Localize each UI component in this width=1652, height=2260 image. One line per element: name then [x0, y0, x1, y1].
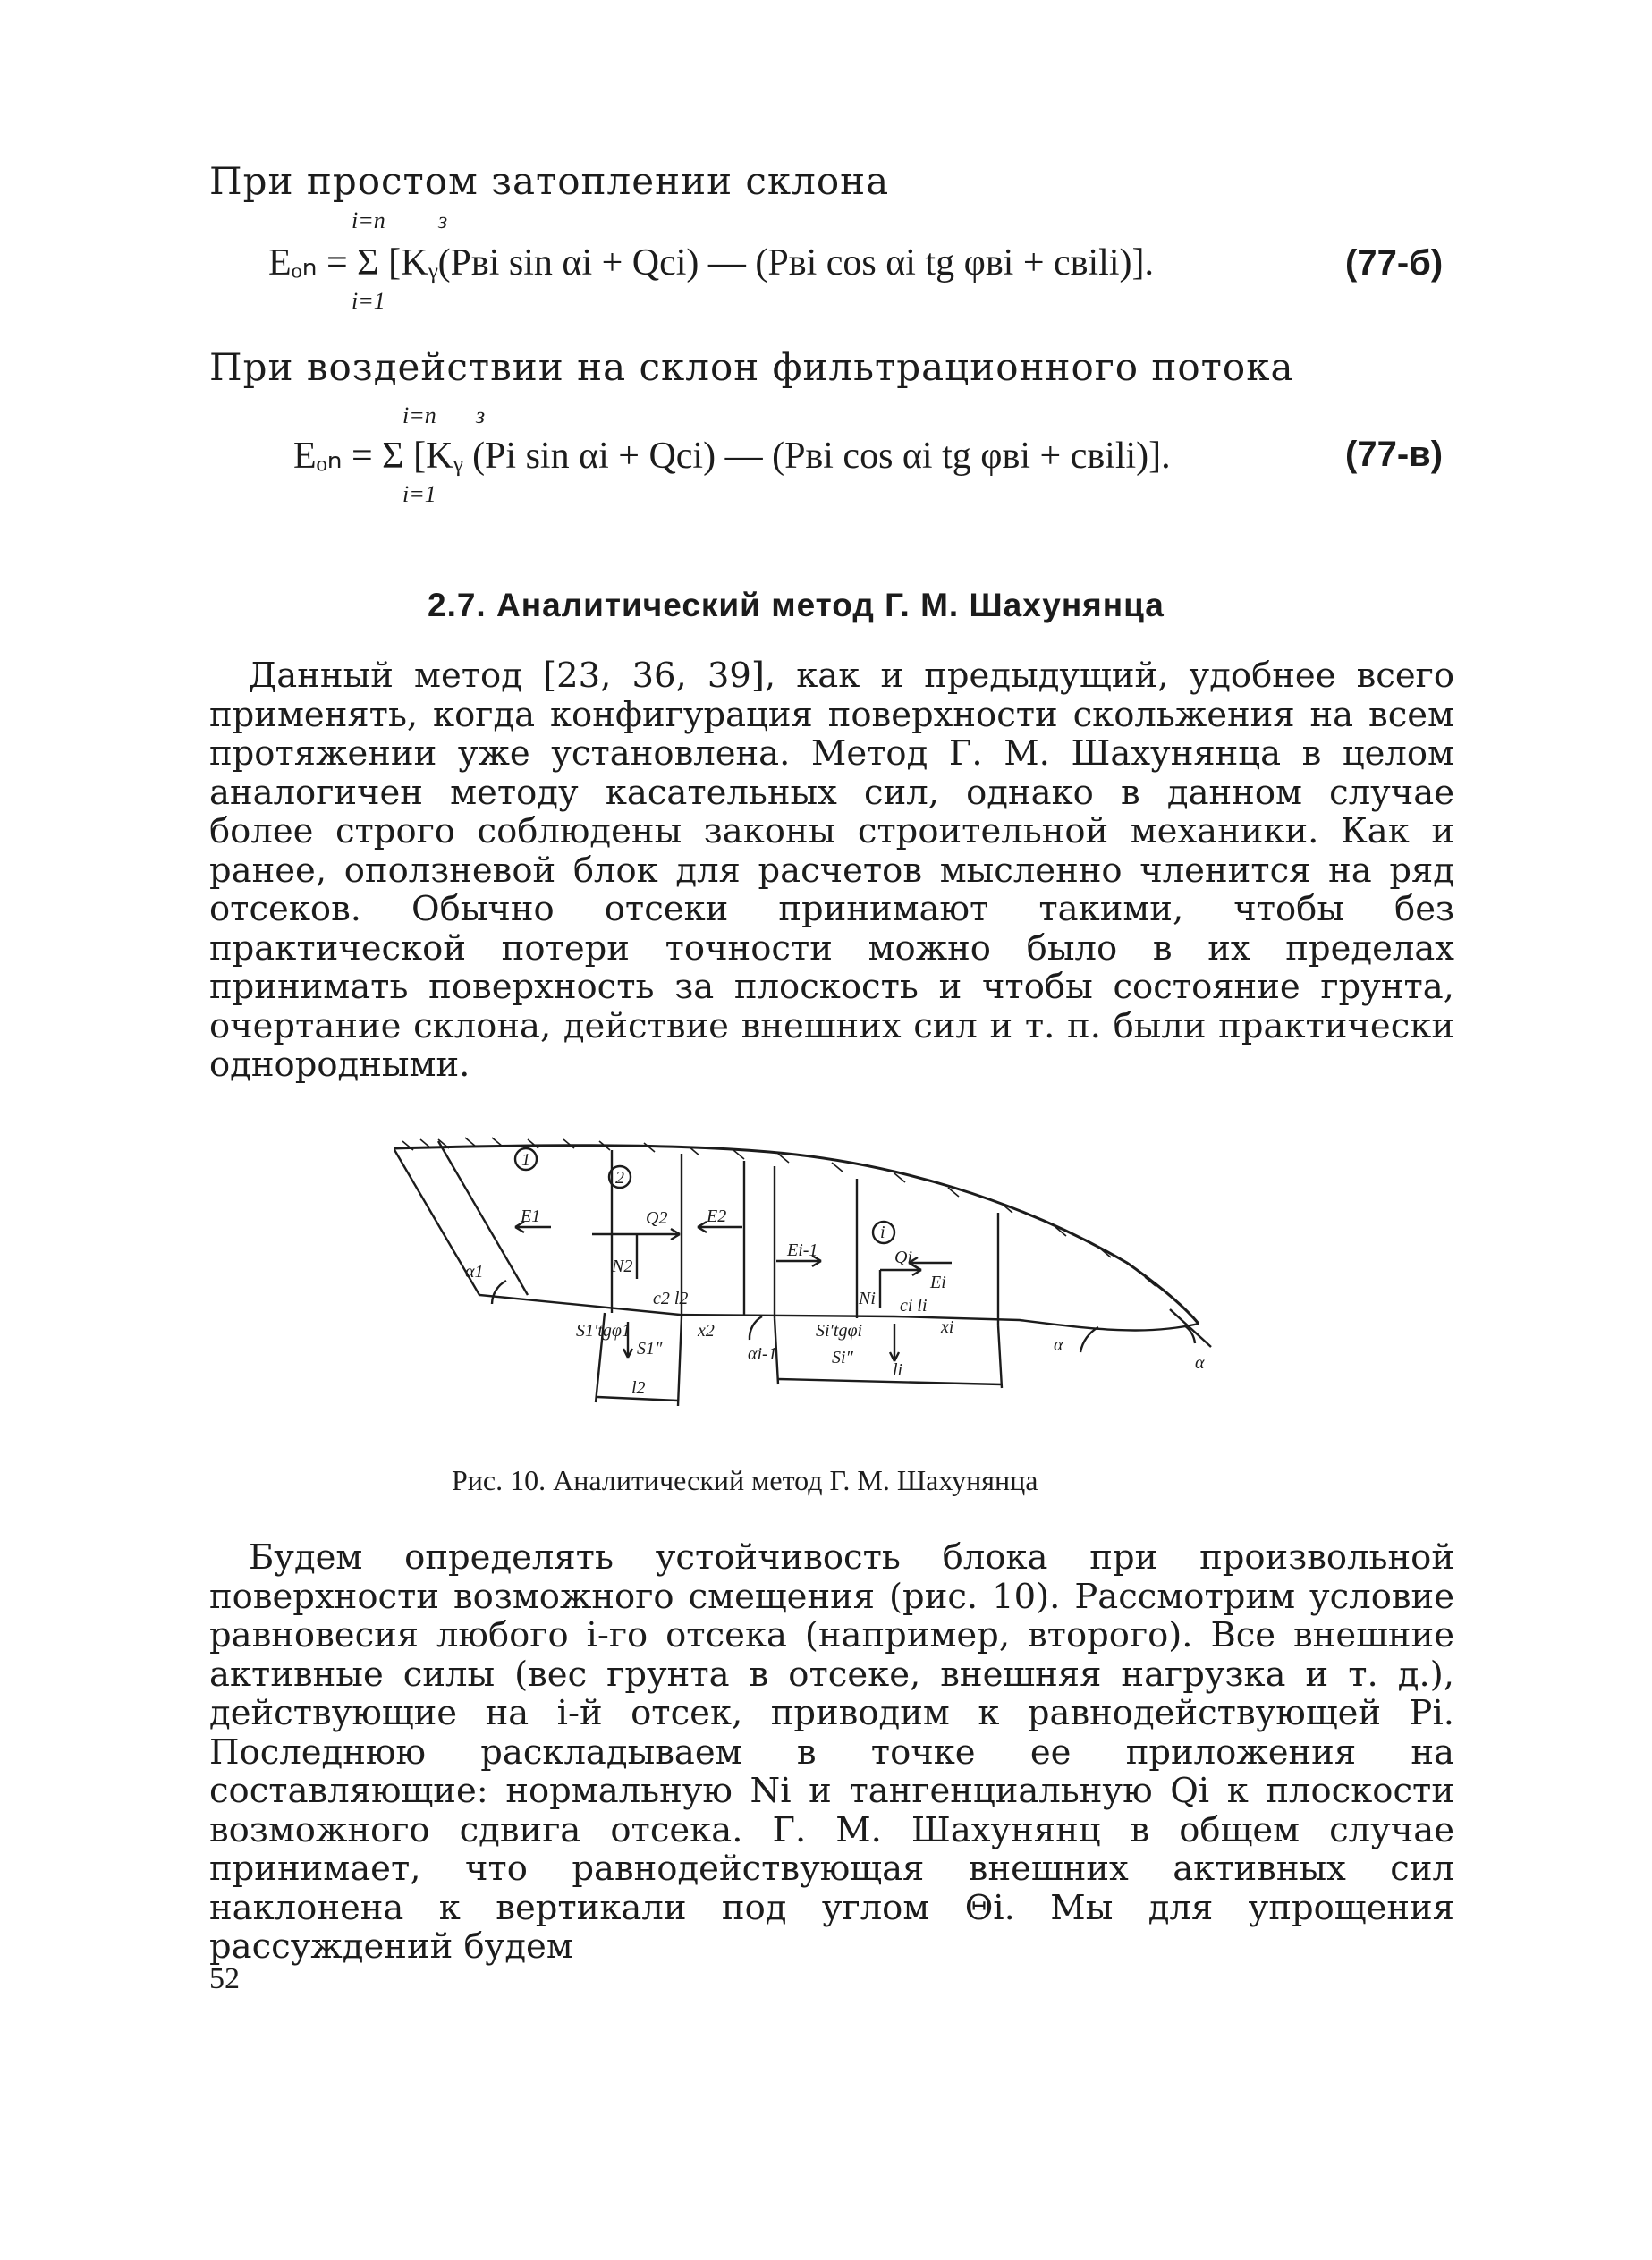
equation-number: (77-б) [1345, 243, 1444, 283]
label-S1-double: S1″ [637, 1339, 663, 1359]
section-heading: 2.7. Аналитический метод Г. М. Шахунянца [428, 587, 1165, 623]
force-label-Qi: Qi [894, 1248, 912, 1267]
label-c2-l2: c2 l2 [653, 1289, 689, 1308]
intro-text-filtration: При воздействии на склон фильтрационного потока [209, 345, 1294, 389]
force-label-E1: E1 [521, 1206, 541, 1226]
label-ci-li: ci li [900, 1296, 928, 1316]
force-label-Ni: Ni [859, 1289, 876, 1308]
force-label-N2: N2 [612, 1257, 633, 1276]
block-label-1: 1 [521, 1150, 530, 1170]
formula-body: Eₒₙ = Σ [Kᵧ(Pвi sin αi + Qсi) — (Pвi cos αi tg φвi + cвili)]. [268, 242, 1154, 284]
slope-diagram [394, 1129, 1252, 1454]
exponent: з [438, 207, 448, 233]
figure-caption: Рис. 10. Аналитический метод Г. М. Шахунянца [452, 1464, 1038, 1496]
label-Si-double: Si″ [832, 1348, 853, 1367]
force-label-E2: E2 [707, 1206, 727, 1226]
angle-label-alpha-i-1: αi-1 [748, 1344, 777, 1364]
paragraph-method-description: Данный метод [23, 36, 39], как и предыдущий, удобнее всего применять, когда конфигурация поверхности скольжения на всем протяжении уже установлена. Метод Г. М. Шахунянца в целом аналогичен методу касательных сил, однако в данном случае более строго соблюдены законы строительной механики. Как и ранее, оползневой блок для расчетов мысленно членится на ряд отсеков. Обычно отсеки принимают такими, чтобы без практической потери точности можно было в их пределах принимать поверхность за плоскость и чтобы состояние грунта, очертание склона, действие внешних сил и т. п. были практически однородными. [209, 656, 1454, 1085]
force-label-Ei-1: Ei-1 [787, 1240, 818, 1260]
equation-number: (77-в) [1345, 435, 1444, 474]
force-label-Ei: Ei [930, 1273, 946, 1292]
page-number: 52 [209, 1962, 240, 1995]
force-label-Q2: Q2 [646, 1208, 668, 1228]
figure-shakhunyants-method [394, 1129, 1252, 1454]
exponent: з [476, 402, 486, 428]
block-label-i: i [880, 1223, 885, 1242]
intro-text-flooding: При простом затоплении склона [209, 159, 890, 203]
label-x2: x2 [698, 1321, 715, 1341]
dimension-label-l2: l2 [631, 1378, 646, 1398]
sum-upper-limit: i=n [352, 207, 385, 233]
paragraph-equilibrium: Будем определять устойчивость блока при произвольной поверхности возможного смещения (рис. 10). Рассмотрим условие равновесия любого i-го отсека (например, второго). Все внешние активные силы (вес грунта в отсеке, внешняя нагрузка и т. д.), действующие на i-й отсек, приводим к равнодействующей Pi. Последнюю раскладываем в точке ее приложения на составляющие: нормальную Ni и тангенциальную Qi к плоскости возможного сдвига отсека. Г. М. Шахунянц в общем случае принимает, что равнодействующая внешних активных сил наклонена к вертикали под углом Θi. Мы для упрощения рассуждений будем [209, 1537, 1454, 1967]
sum-upper-limit: i=n [402, 402, 436, 428]
block-label-2: 2 [615, 1168, 624, 1188]
angle-label-alpha: α [1054, 1335, 1063, 1355]
label-Si-tgphii: Si′tgφi [816, 1321, 863, 1341]
sum-lower-limit: i=1 [352, 288, 385, 314]
label-S1-tgphi1: S1′tgφ1 [576, 1321, 631, 1341]
angle-label-alpha-end: α [1195, 1353, 1205, 1373]
sum-lower-limit: i=1 [402, 481, 436, 507]
label-xi: xi [941, 1317, 954, 1337]
formula-body: Eₒₙ = Σ [Kᵧ (Pi sin αi + Qсi) — (Pвi cos αi tg φвi + cвili)]. [293, 436, 1171, 477]
angle-label-alpha1: α1 [465, 1262, 484, 1282]
dimension-label-li: li [893, 1360, 903, 1380]
